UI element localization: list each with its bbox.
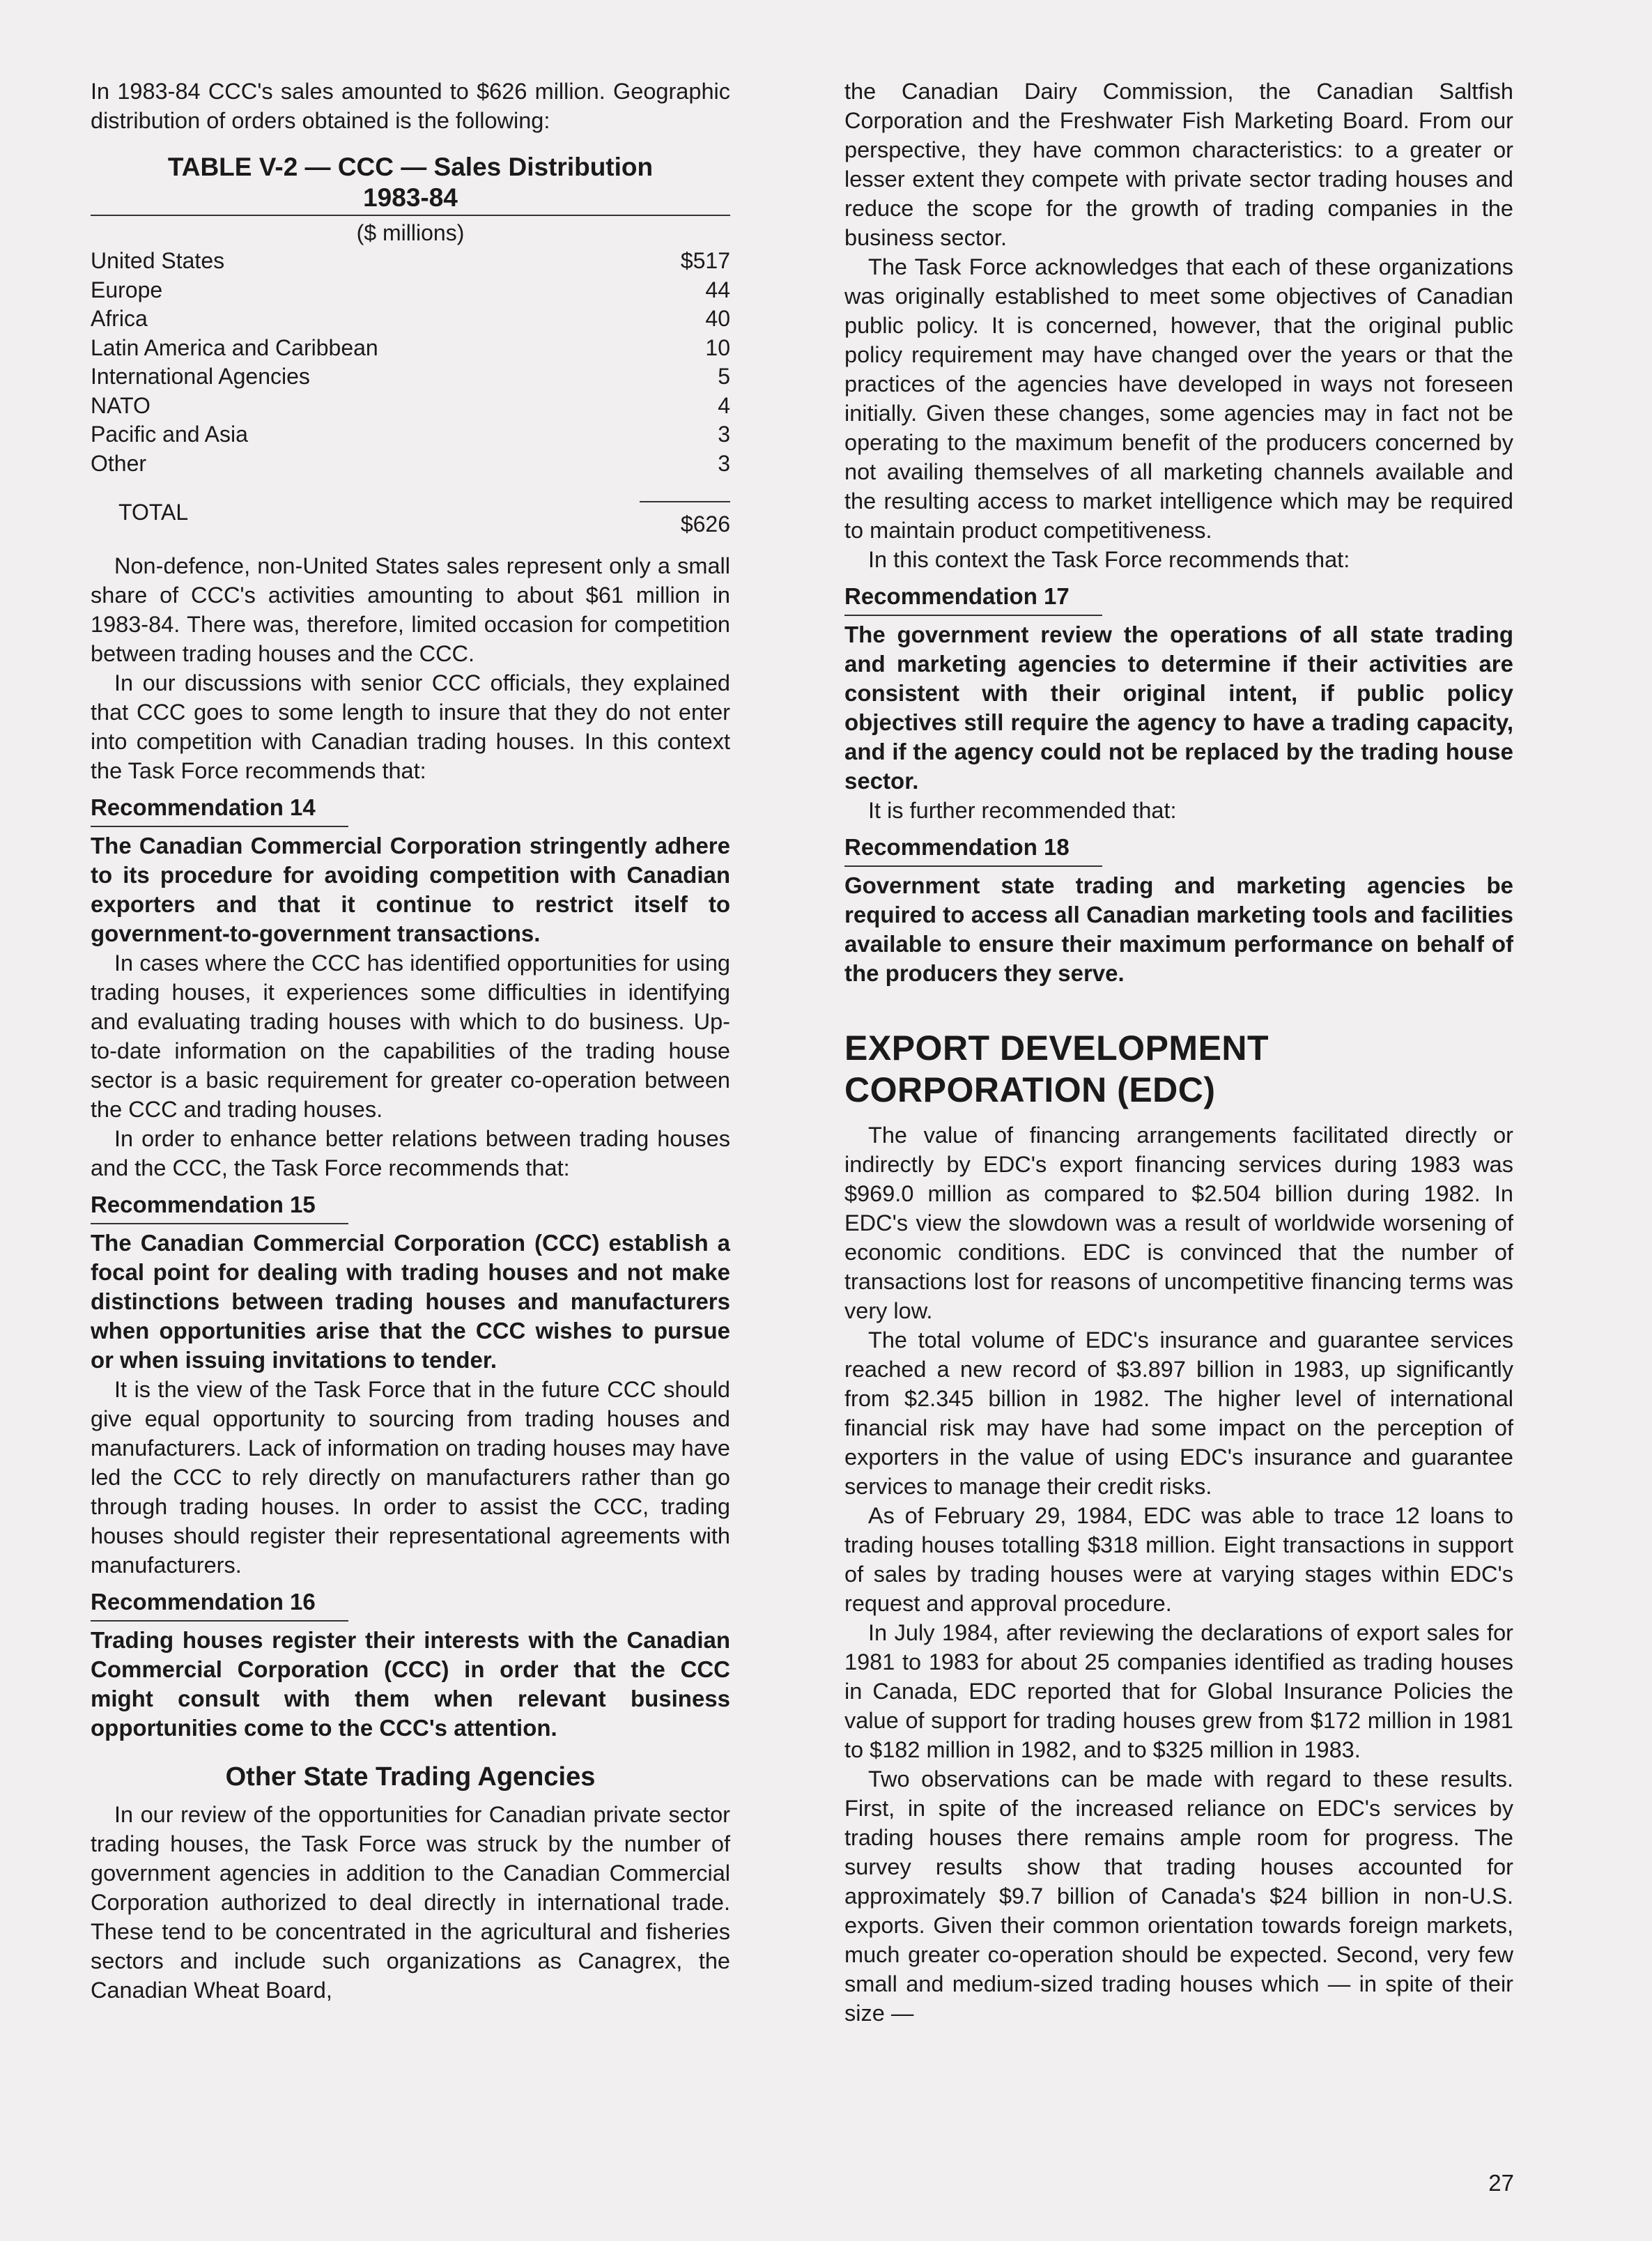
- row-label: Africa: [91, 306, 148, 331]
- row-value: 3: [718, 422, 730, 447]
- paragraph: In order to enhance better relations between trading houses and the CCC, the Task Force recommends that:: [91, 1126, 730, 1180]
- page-number: 27: [1488, 2170, 1514, 2196]
- row-value: 3: [718, 450, 730, 476]
- paragraph: The value of financing arrangements facilitated directly or indirectly by EDC's export financing services during 1983 was $969.0 million as compared to $2.504 billion during 1982. In EDC's view the slowdown was a result of worldwide worsening of economic conditions. EDC is convinced that the number of transactions lost for reasons of uncompetitive financing terms was very low.: [844, 1123, 1513, 1323]
- paragraph: In this context the Task Force recommends that:: [868, 547, 1350, 572]
- recommendation-rule: [91, 1223, 348, 1224]
- paragraph: As of February 29, 1984, EDC was able to trace 12 loans to trading houses totalling $318 million. Eight transactions in support of sales by trading houses were at varying stages within EDC's request and approval procedure.: [844, 1503, 1513, 1616]
- paragraph: In our review of the opportunities for Canadian private sector trading houses, the Task Force was struck by the number of government agencies in addition to the Canadian Commercial Corporation authorized to deal directly in international trade. These tend to be concentrated in the agricultural and fisheries sectors and include such organizations as Canagrex, the Canadian Wheat Board,: [91, 1802, 730, 2003]
- recommendation-14-heading: Recommendation 14: [91, 794, 316, 820]
- paragraph: It is the view of the Task Force that in the future CCC should give equal opportunity to sourcing from trading houses and manufacturers. Lack of information on trading houses may have led the CCC to rely directly on manufacturers rather than go through trading houses. In order to assist the CCC, trading houses should register their representational agreements with manufacturers.: [91, 1377, 730, 1578]
- recommendation-rule: [91, 1620, 348, 1622]
- recommendation-15-heading: Recommendation 15: [91, 1192, 316, 1217]
- row-label: NATO: [91, 392, 150, 418]
- row-value: $517: [680, 248, 730, 273]
- subsection-heading: Other State Trading Agencies: [225, 1762, 596, 1792]
- row-value: 40: [705, 306, 730, 331]
- table-title-year: 1983-84: [363, 183, 458, 212]
- paragraph: In July 1984, after reviewing the declarations of export sales for 1981 to 1983 for about 25 companies identified as trading houses in Canada, EDC reported that for Global Insurance Policies the value of support for trading houses grew from $172 million in 1981 to $182 million in 1982, and to $325 million in 1983.: [844, 1620, 1513, 1762]
- recommendation-rule: [91, 826, 348, 827]
- total-rule: [640, 501, 730, 502]
- total-cell: [577, 478, 730, 539]
- row-label: United States: [91, 248, 225, 273]
- recommendation-17-heading: Recommendation 17: [844, 583, 1070, 609]
- row-value: 44: [705, 277, 730, 302]
- paragraph: Two observations can be made with regard to these results. First, in spite of the increased reliance on EDC's services by trading houses there remains ample room for progress. The survey results show that trading houses accounted for approximately $9.7 billion of Canada's $24 billion in non-U.S. exports. Given their common orientation towards foreign markets, much greater co-operation should be expected. Second, very few small and medium-sized trading houses which — in spite of their size —: [844, 1766, 1513, 2026]
- row-label: Europe: [91, 277, 163, 302]
- sales-distribution-table: [91, 152, 730, 539]
- table-row: [91, 420, 730, 449]
- recommendation-rule: [844, 615, 1102, 616]
- row-label: Pacific and Asia: [91, 422, 248, 447]
- table-row: [91, 276, 730, 305]
- recommendation-16-heading: Recommendation 16: [91, 1589, 316, 1615]
- row-label: Latin America and Caribbean: [91, 334, 378, 360]
- table-title: TABLE V-2 — CCC — Sales Distribution: [167, 153, 654, 181]
- row-label: Other: [91, 450, 147, 476]
- paragraph: the Canadian Dairy Commission, the Canadian Saltfish Corporation and the Freshwater Fish Marketing Board. From our perspective, they have common characteristics: to a greater or lesser extent they compete with private sector trading houses and reduce the scope for the growth of trading companies in the business sector.: [844, 79, 1513, 250]
- recommendation-15-text: The Canadian Commercial Corporation (CCC) establish a focal point for dealing with trading houses and not make distinctions between trading houses and manufacturers when opportunities arise that the CCC wishes to pursue or when issuing invitations to tender.: [91, 1230, 730, 1373]
- table-rule: [91, 215, 730, 216]
- section-heading: [844, 1027, 1513, 1111]
- intro-paragraph: In 1983-84 CCC's sales amounted to $626 million. Geographic distribution of orders obtained is the following:: [91, 79, 730, 133]
- recommendation-rule: [844, 865, 1102, 867]
- table-unit: ($ millions): [356, 220, 465, 245]
- paragraph: Non-defence, non-United States sales represent only a small share of CCC's activities amounting to about $61 million in 1983-84. There was, therefore, limited occasion for competition between trading houses and the CCC.: [91, 553, 730, 666]
- recommendation-16-text: Trading houses register their interests with the Canadian Commercial Corporation (CCC) in order that the CCC might consult with them when relevant business opportunities come to the CCC's attention.: [91, 1627, 730, 1741]
- table-row: [91, 449, 730, 479]
- table-body: [91, 247, 730, 539]
- right-column: [844, 77, 1513, 2028]
- table-row: [91, 392, 730, 421]
- recommendation-18-text: Government state trading and marketing agencies be required to access all Canadian marketing tools and facilities available to ensure their maximum performance on behalf of the producers they serve.: [844, 872, 1513, 986]
- paragraph: In our discussions with senior CCC officials, they explained that CCC goes to some length to insure that they do not enter into competition with Canadian trading houses. In this context the Task Force recommends that:: [91, 670, 730, 783]
- total-label: TOTAL: [118, 499, 189, 525]
- row-label: International Agencies: [91, 364, 310, 389]
- recommendation-17-text: The government review the operations of all state trading and marketing agencies to determine if their activities are consistent with their original intent, if public policy objectives still require the agency to have a trading capacity, and if the agency could not be replaced by the trading house sector.: [844, 622, 1513, 794]
- paragraph: The total volume of EDC's insurance and guarantee services reached a new record of $3.897 billion in 1983, up significantly from $2.345 billion in 1982. The higher level of international financial risk may have had some impact on the perception of exporters in the value of using EDC's insurance and guarantee services to manage their credit risks.: [844, 1327, 1513, 1499]
- row-value: 4: [718, 392, 730, 418]
- table-row: [91, 362, 730, 392]
- recommendation-18-heading: Recommendation 18: [844, 834, 1070, 860]
- row-value: 5: [718, 364, 730, 389]
- section-heading-line: EXPORT DEVELOPMENT: [844, 1029, 1269, 1068]
- total-value: $626: [680, 511, 730, 537]
- recommendation-14-text: The Canadian Commercial Corporation stringently adhere to its procedure for avoiding competition with Canadian exporters and that it continue to restrict itself to government-to-government transactions.: [91, 833, 730, 946]
- row-value: 10: [705, 334, 730, 360]
- left-column: [91, 77, 730, 2005]
- table-total-row: [91, 478, 730, 539]
- paragraph: In cases where the CCC has identified opportunities for using trading houses, it experiences some difficulties in identifying and evaluating trading houses with which to do business. Up-to-date information on the capabilities of the trading house sector is a basic requirement for greater co-operation between the CCC and trading houses.: [91, 950, 730, 1122]
- section-heading-line: CORPORATION (EDC): [844, 1070, 1216, 1109]
- paragraph: The Task Force acknowledges that each of these organizations was originally established to meet some objectives of Canadian public policy. It is concerned, however, that the original public policy requirement may have changed over the years or that the practices of the agencies have developed in ways not foreseen initially. Given these changes, some agencies may in fact not be operating to the maximum benefit of the producers concerned by not availing themselves of all marketing channels available and the resulting access to market intelligence which may be required to maintain product competitiveness.: [844, 254, 1513, 543]
- table-row: [91, 247, 730, 276]
- paragraph: It is further recommended that:: [868, 798, 1177, 823]
- table-row: [91, 305, 730, 334]
- table-row: [91, 334, 730, 363]
